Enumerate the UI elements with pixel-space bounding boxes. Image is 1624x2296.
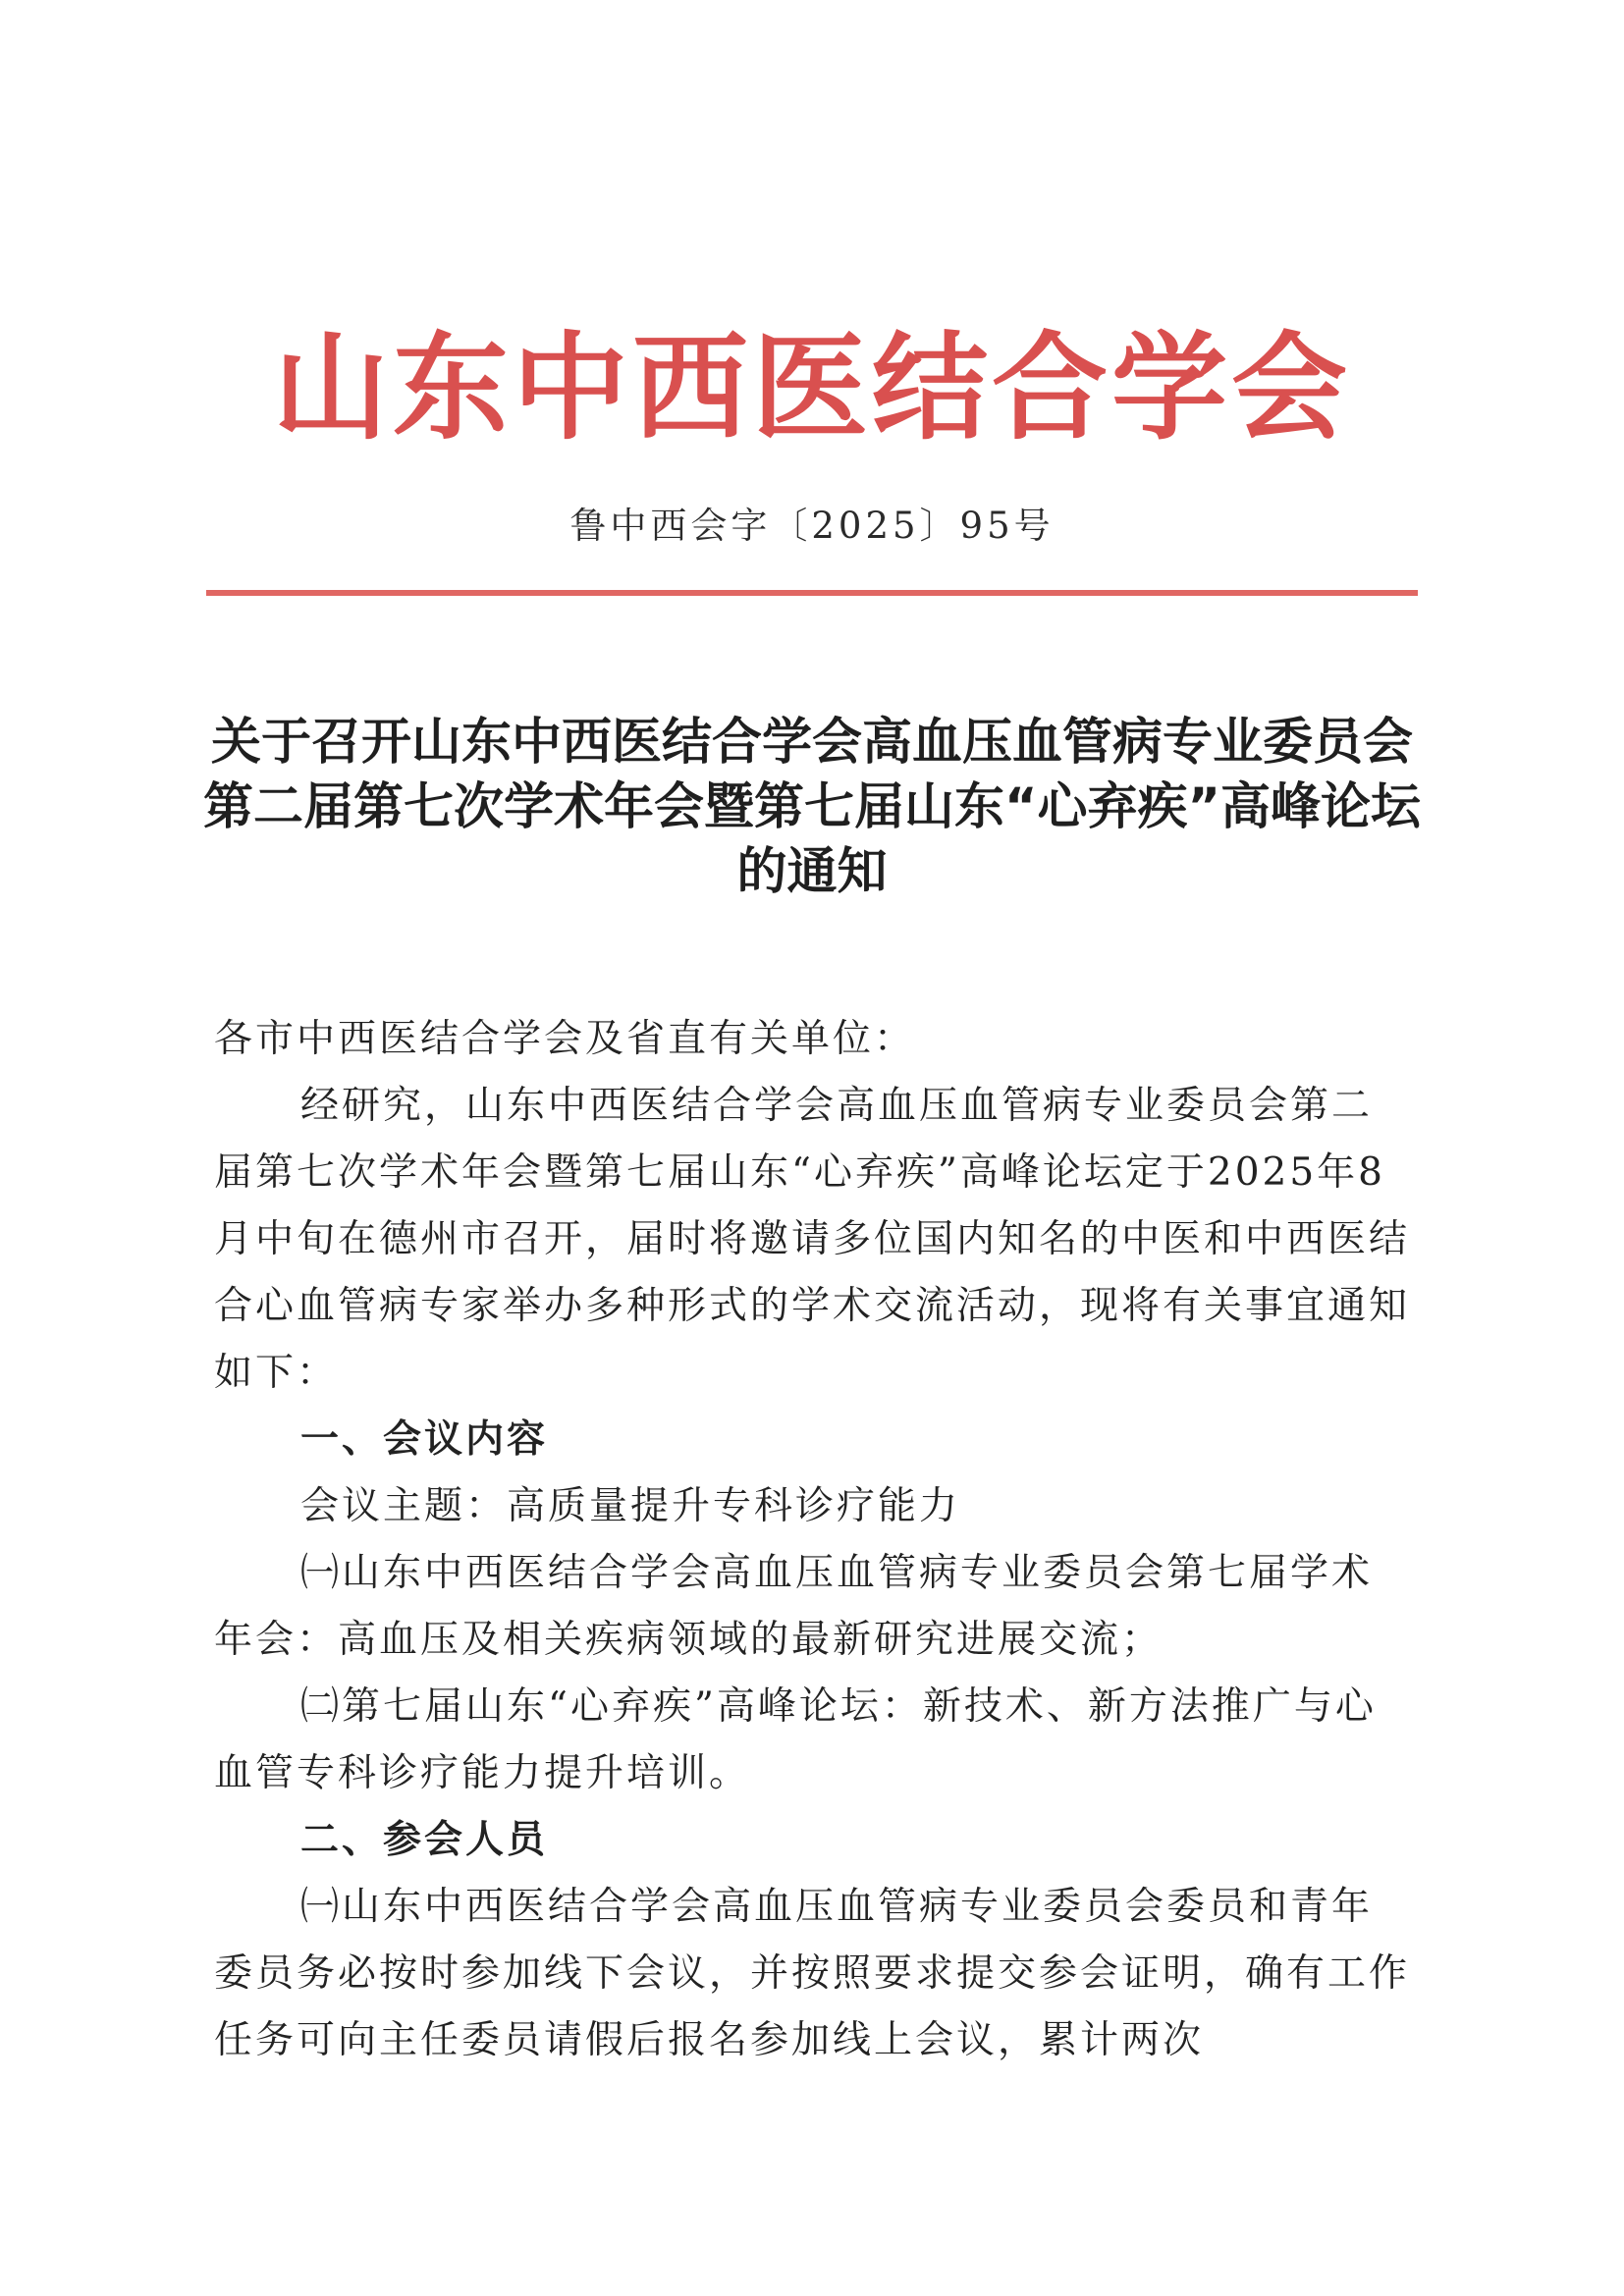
document-number: 鲁中西会字〔2025〕95号 xyxy=(569,505,1055,547)
content-item-1: ㈠山东中西医结合学会高血压血管病专业委员会第七届学术年会：高血压及相关疾病领域的最新研究进展交流； xyxy=(214,1551,1374,1662)
salutation: 各市中西医结合学会及省直有关单位： xyxy=(214,1017,916,1061)
header-divider xyxy=(206,590,1418,596)
attendees-item-1: ㈠山东中西医结合学会高血压血管病专业委员会委员和青年委员务必按时参加线下会议，并按照要求提交参会证明，确有工作任务可向主任委员请假后报名参加线上会议，累计两次 xyxy=(214,1885,1411,2062)
section-heading-attendees: 二、参会人员 xyxy=(300,1818,549,1862)
organization-masthead: 山东中西医结合学会 xyxy=(272,319,1351,455)
content-item-2: ㈡第七届山东“心弃疾”高峰论坛：新技术、新方法推广与心血管专科诊疗能力提升培训。 xyxy=(214,1684,1377,1795)
meeting-theme: 会议主题：高质量提升专科诊疗能力 xyxy=(300,1484,961,1528)
section-heading-meeting-content: 一、会议内容 xyxy=(300,1417,549,1462)
document-body xyxy=(214,1006,1412,2074)
intro-paragraph: 经研究，山东中西医结合学会高血压血管病专业委员会第二届第七次学术年会暨第七届山东“心弃疾”高峰论坛定于2025年8月中旬在德州市召开，届时将邀请多位国内知名的中医和中西医结合心血管病专家举办多种形式的学术交流活动，现将有关事宜通知如下： xyxy=(214,1084,1411,1395)
document-title: 关于召开山东中西医结合学会高血压血管病专业委员会第二届第七次学术年会暨第七届山东“心弃疾”高峰论坛的通知 xyxy=(202,714,1422,901)
